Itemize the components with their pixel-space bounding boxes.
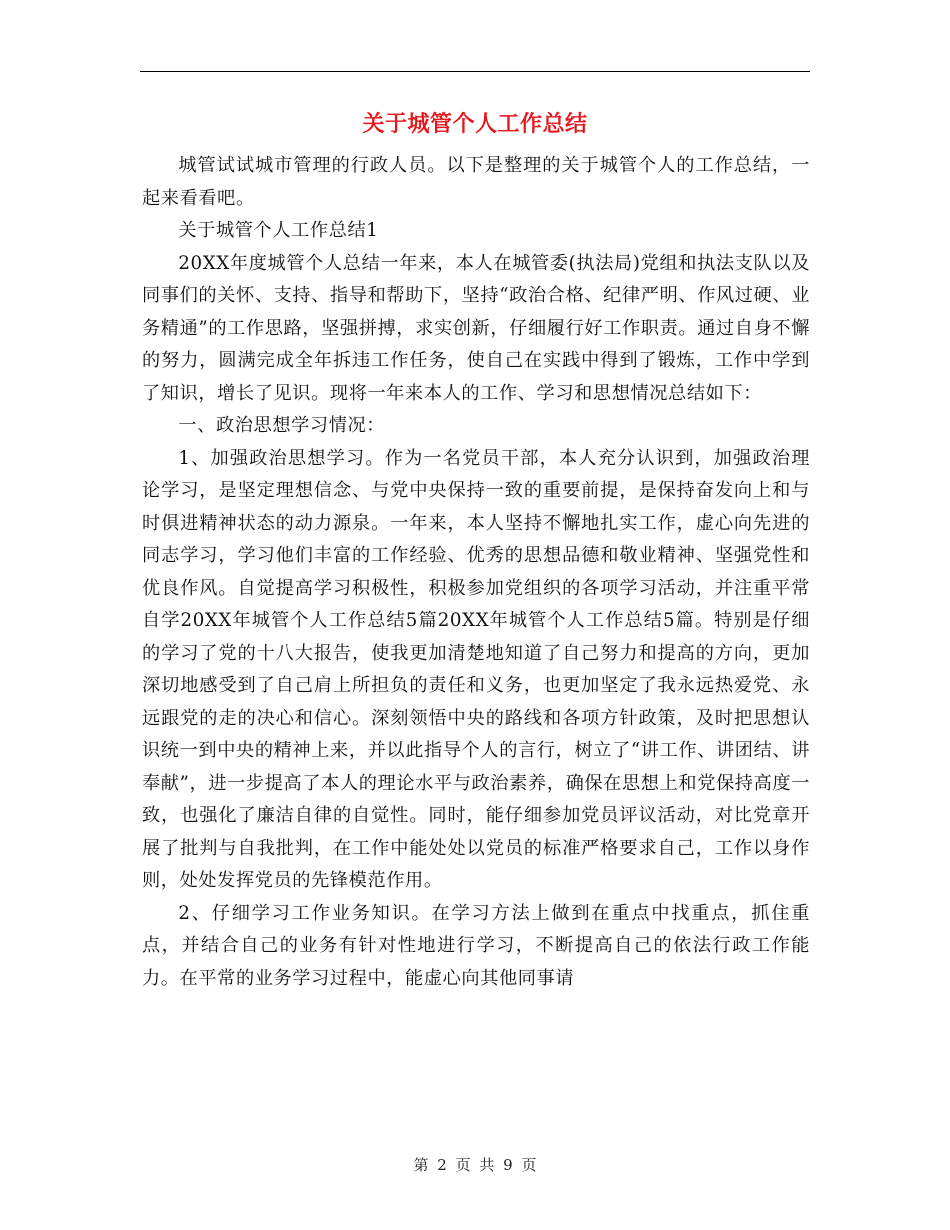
section-heading: 关于城管个人工作总结1: [178, 220, 379, 241]
header-rule: [140, 71, 810, 72]
page-number: 第 2 页 共 9 页: [413, 1156, 537, 1174]
document-title: 关于城管个人工作总结: [362, 111, 588, 137]
summary-paragraph: 20XX年度城管个人总结一年来，本人在城管委(执法局)党组和执法支队以及同事们的关怀、支持、指导和帮助下，坚持“政治合格、纪律严明、作风过硬、业务精通”的工作思路，坚强拼搏，求实创新，仔细履行好工作职责。通过自身不懈的努力，圆满完成全年拆违工作任务，使自己在实践中得到了锻炼，工作中学到了知识，增长了见识。现将一年来本人的工作、学习和思想情况总结如下：: [142, 252, 810, 404]
intro-paragraph: 城管试试城市管理的行政人员。以下是整理的关于城管个人的工作总结，一起来看看吧。: [142, 155, 810, 209]
political-study-paragraph: 1、加强政治思想学习。作为一名党员干部，本人充分认识到，加强政治理论学习，是坚定理想信念、与党中央保持一致的重要前提，是保持奋发向上和与时俱进精神状态的动力源泉。一年来，本人坚持不懈地扎实工作，虚心向先进的同志学习，学习他们丰富的工作经验、优秀的思想品德和敬业精神、坚强党性和优良作风。自觉提高学习积极性，积极参加党组织的各项学习活动，并注重平常自学20XX年城管个人工作总结5篇20XX年城管个人工作总结5篇。特别是仔细的学习了党的十八大报告，使我更加清楚地知道了自己努力和提高的方向，更加深切地感受到了自己肩上所担负的责任和义务，也更加坚定了我永远热爱党、永远跟党的走的决心和信心。深刻领悟中央的路线和各项方针政策，及时把思想认识统一到中央的精神上来，并以此指导个人的言行，树立了“讲工作、讲团结、讲奉献”，进一步提高了本人的理论水平与政治素养，确保在思想上和党保持高度一致，也强化了廉洁自律的自觉性。同时，能仔细参加党员评议活动，对比党章开展了批判与自我批判，在工作中能处处以党员的标准严格要求自己，工作以身作则，处处发挥党员的先锋模范作用。: [142, 447, 810, 891]
business-study-paragraph: 2、仔细学习工作业务知识。在学习方法上做到在重点中找重点，抓住重点，并结合自己的业务有针对性地进行学习，不断提高自己的依法行政工作能力。在平常的业务学习过程中，能虚心向其他同事请: [142, 902, 810, 989]
subsection-heading: 一、政治思想学习情况：: [178, 415, 386, 436]
document-body: [142, 150, 810, 995]
